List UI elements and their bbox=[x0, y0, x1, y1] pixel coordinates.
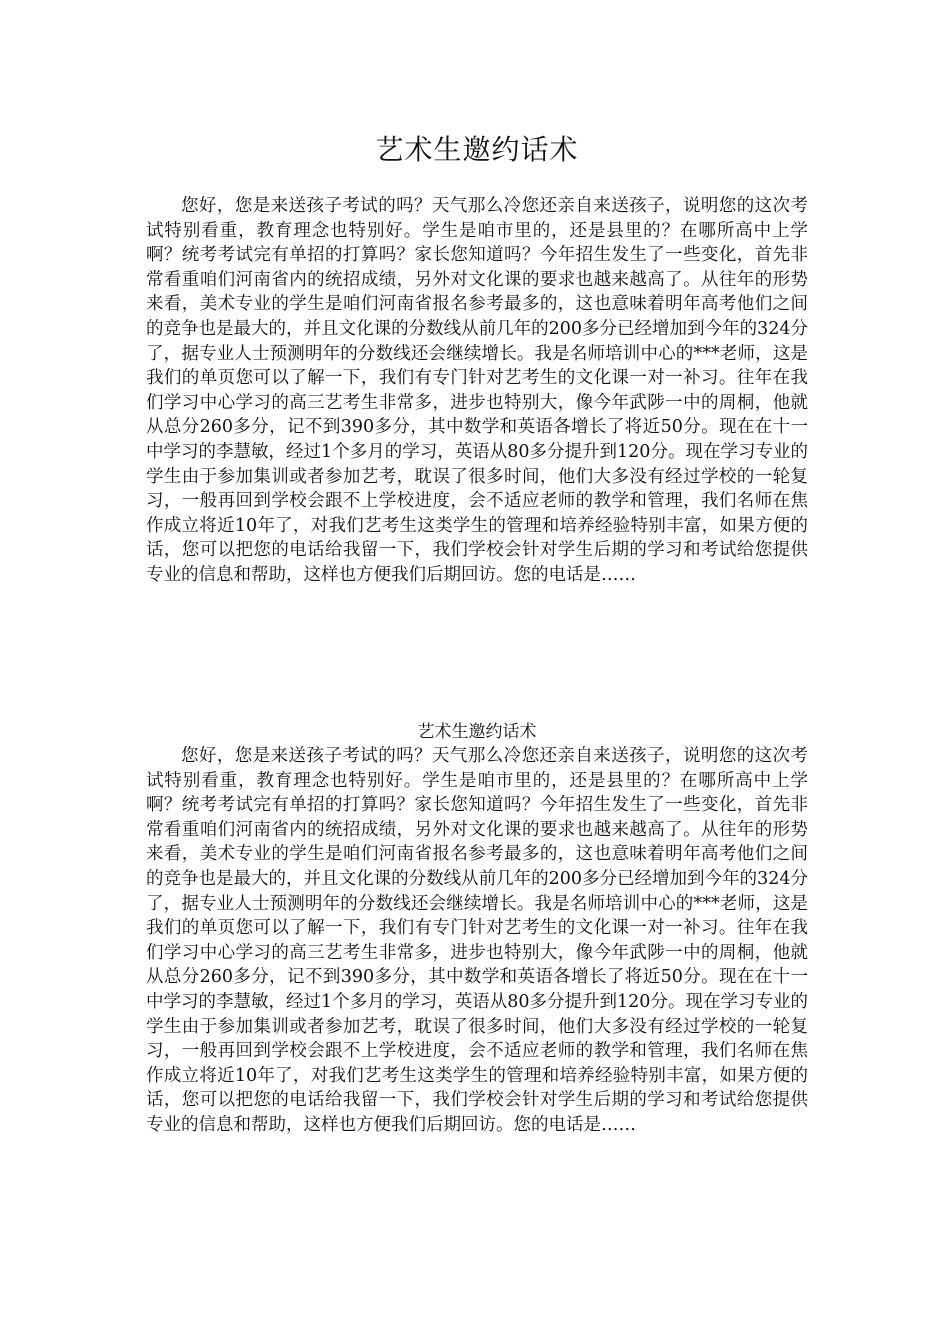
section-title: 艺术生邀约话术 bbox=[417, 722, 537, 742]
document-title: 艺术生邀约话术 bbox=[375, 133, 579, 166]
body-paragraph: 您好，您是来送孩子考试的吗？天气那么冷您还亲自来送孩子，说明您的这次考试特别看重，教育理念也特别好。学生是咱市里的，还是县里的？在哪所高中上学啊？统考考试完有单招的打算吗？家长您知道吗？今年招生发生了一些变化，首先非常看重咱们河南省内的统招成绩，另外对文化课的要求也越来越高了。从往年的形势来看，美术专业的学生是咱们河南省报名参考最多的，这也意味着明年高考他们之间的竞争也是最大的，并且文化课的分数线从前几年的200多分已经增加到今年的324分了，据专业人士预测明年的分数线还会继续增长。我是名师培训中心的***老师，这是我们的单页您可以了解一下，我们有专门针对艺考生的文化课一对一补习。往年在我们学习中心学习的高三艺考生非常多，进步也特别大，像今年武陟一中的周桐，他就从总分260多分，记不到390多分，其中数学和英语各增长了将近50分。现在在十一中学习的李慧敏，经过1个多月的学习，英语从80多分提升到120分。现在学习专业的学生由于参加集训或者参加艺考，耽误了很多时间，他们大多没有经过学校的一轮复习，一般再回到学校会跟不上学校进度，会不适应老师的教学和管理，我们名师在焦作成立将近10年了，对我们艺考生这类学生的管理和培养经验特别丰富，如果方便的话，您可以把您的电话给我留一下，我们学校会针对学生后期的学习和考试给您提供专业的信息和帮助，这样也方便我们后期回访。您的电话是…… bbox=[146, 196, 808, 585]
document-section-1 bbox=[146, 128, 808, 588]
body-paragraph: 您好，您是来送孩子考试的吗？天气那么冷您还亲自来送孩子，说明您的这次考试特别看重，教育理念也特别好。学生是咱市里的，还是县里的？在哪所高中上学啊？统考考试完有单招的打算吗？家长您知道吗？今年招生发生了一些变化，首先非常看重咱们河南省内的统招成绩，另外对文化课的要求也越来越高了。从往年的形势来看，美术专业的学生是咱们河南省报名参考最多的，这也意味着明年高考他们之间的竞争也是最大的，并且文化课的分数线从前几年的200多分已经增加到今年的324分了，据专业人士预测明年的分数线还会继续增长。我是名师培训中心的***老师，这是我们的单页您可以了解一下，我们有专门针对艺考生的文化课一对一补习。往年在我们学习中心学习的高三艺考生非常多，进步也特别大，像今年武陟一中的周桐，他就从总分260多分，记不到390多分，其中数学和英语各增长了将近50分。现在在十一中学习的李慧敏，经过1个多月的学习，英语从80多分提升到120分。现在学习专业的学生由于参加集训或者参加艺考，耽误了很多时间，他们大多没有经过学校的一轮复习，一般再回到学校会跟不上学校进度，会不适应老师的教学和管理，我们名师在焦作成立将近10年了，对我们艺考生这类学生的管理和培养经验特别丰富，如果方便的话，您可以把您的电话给我留一下，我们学校会针对学生后期的学习和考试给您提供专业的信息和帮助，这样也方便我们后期回访。您的电话是…… bbox=[146, 746, 808, 1135]
document-section-2 bbox=[146, 720, 808, 1138]
